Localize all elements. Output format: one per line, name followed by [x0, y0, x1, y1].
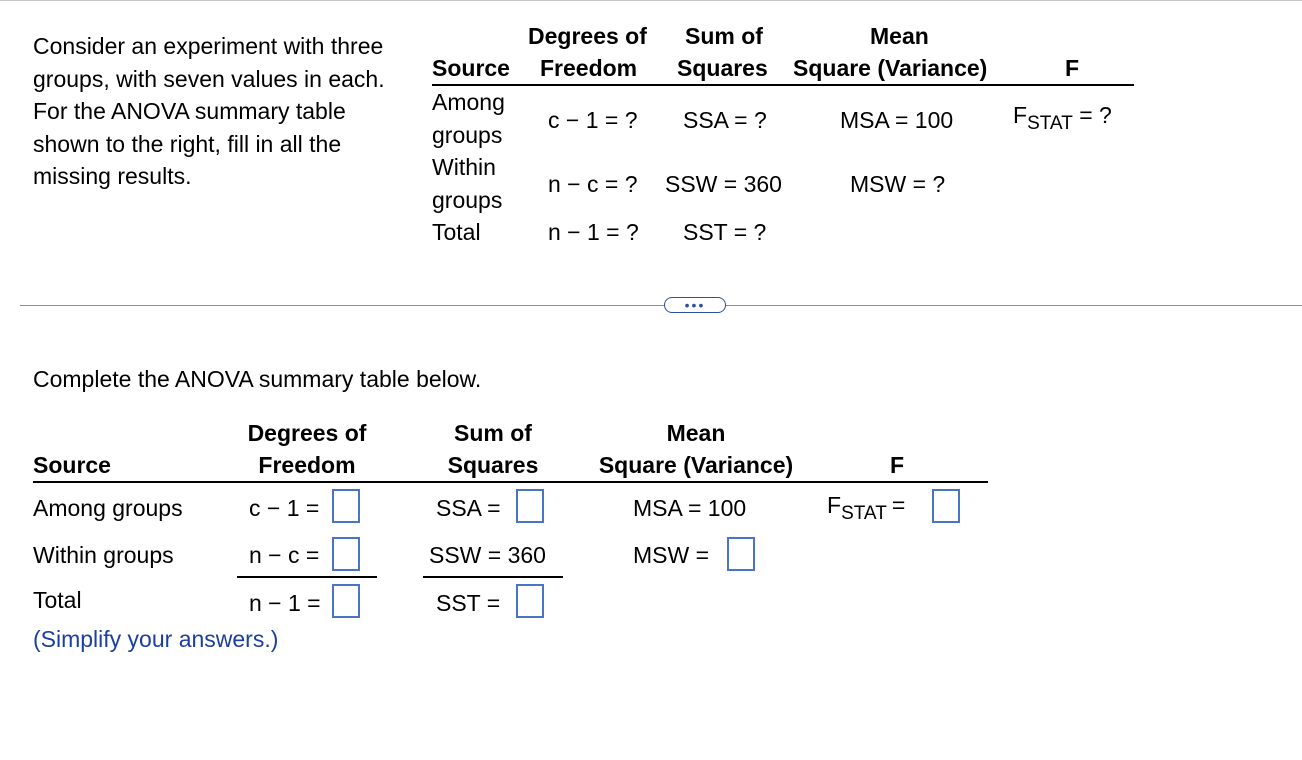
expand-more-button[interactable]: •••: [664, 297, 726, 313]
answer-header-ms-1: Mean: [666, 420, 726, 446]
answer-header-ss-2: Squares: [447, 452, 539, 478]
answer-header-rule: [33, 481, 988, 483]
answer-header-ss-1: Sum of: [454, 420, 532, 446]
given-row-within-ms: MSW = ?: [850, 171, 946, 197]
given-row-among-f: [1013, 102, 1112, 134]
answer-header-f: F: [889, 452, 905, 478]
given-header-rule: [432, 84, 1134, 86]
top-border: [0, 0, 1302, 1]
question-text: Consider an experiment with three groups, with seven values in each. For the ANOVA summary table shown to the right, fill in all the missing results.: [33, 33, 385, 189]
answer-row-total-df-label: n − 1 =: [249, 590, 321, 616]
answer-row-total-ss-label: SST =: [436, 590, 501, 616]
given-header-df-2: Freedom: [540, 55, 638, 81]
given-f-tail: = ?: [1072, 102, 1112, 128]
answer-header-source: Source: [33, 452, 111, 478]
answer-row-among-ss-label: SSA =: [436, 495, 501, 521]
given-row-total-df: n − 1 = ?: [548, 219, 639, 245]
given-row-among-ms: MSA = 100: [840, 107, 954, 133]
given-header-df-1: Degrees of: [528, 23, 647, 49]
given-row-within-ss: SSW = 360: [665, 171, 782, 197]
given-row-within-source-1: Within: [432, 154, 496, 180]
ss-sum-rule: [423, 576, 563, 578]
given-f-sub: STAT: [1027, 113, 1073, 134]
df-sum-rule: [237, 576, 377, 578]
answer-row-among-f-label: [827, 492, 906, 524]
answer-total-df-input[interactable]: [332, 584, 360, 618]
answer-row-within-df-label: n − c =: [249, 542, 320, 568]
given-header-source: Source: [432, 55, 510, 81]
answer-f-main: F: [827, 492, 842, 518]
answer-row-among-source: Among groups: [33, 495, 183, 521]
given-header-f: F: [1065, 55, 1080, 81]
answer-header-df-2: Freedom: [258, 452, 356, 478]
answer-row-among-df-label: c − 1 =: [249, 495, 320, 521]
answer-row-within-ms-label: MSW =: [633, 542, 710, 568]
answer-msw-input[interactable]: [727, 537, 755, 571]
given-f-main: F: [1013, 102, 1028, 128]
answer-header-df-1: Degrees of: [247, 420, 367, 446]
answer-among-ss-input[interactable]: [516, 489, 544, 523]
answer-row-within-source: Within groups: [33, 542, 174, 568]
given-header-ms-2: Square (Variance): [793, 55, 988, 81]
given-row-among-source-1: Among: [432, 89, 505, 115]
section-divider: [20, 305, 1302, 306]
given-row-among-source-2: groups: [432, 122, 503, 148]
answer-f-sub: STAT: [841, 503, 887, 524]
answer-sst-input[interactable]: [516, 584, 544, 618]
given-header-ss-1: Sum of: [685, 23, 763, 49]
answer-row-total-source: Total: [33, 587, 82, 613]
answer-row-within-ss: SSW = 360: [429, 542, 546, 568]
answer-header-ms-2: Square (Variance): [598, 452, 794, 478]
answer-f-eq: =: [891, 492, 906, 518]
answer-within-df-input[interactable]: [332, 537, 360, 571]
given-header-ss-2: Squares: [677, 55, 768, 81]
prompt-text: Complete the ANOVA summary table below.: [33, 366, 482, 392]
answer-row-among-ms: MSA = 100: [633, 495, 747, 521]
given-row-total-source: Total: [432, 219, 481, 245]
given-row-total-ss: SST = ?: [683, 219, 767, 245]
answer-fstat-input[interactable]: [932, 489, 960, 523]
given-row-among-ss: SSA = ?: [683, 107, 767, 133]
given-header-ms-1: Mean: [870, 23, 929, 49]
given-row-within-source-2: groups: [432, 187, 503, 213]
simplify-hint: (Simplify your answers.): [33, 626, 279, 652]
given-row-within-df: n − c = ?: [548, 171, 638, 197]
answer-among-df-input[interactable]: [332, 489, 360, 523]
given-row-among-df: c − 1 = ?: [548, 107, 638, 133]
